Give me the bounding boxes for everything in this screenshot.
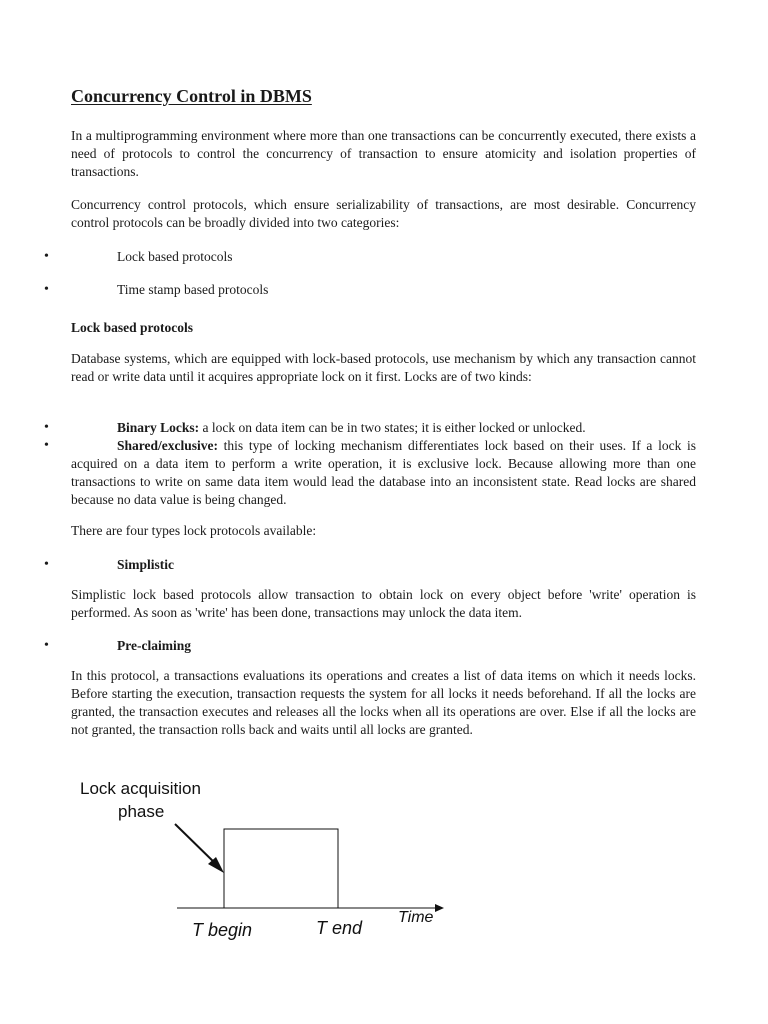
intro-paragraph-2: Concurrency control protocols, which ensure serializability of transactions, are most desirable. Concurrency control protocols can be broadly divided into two categories: bbox=[71, 197, 696, 230]
list-item-label: Lock based protocols bbox=[117, 249, 233, 264]
bullet-icon: • bbox=[44, 438, 49, 453]
t-begin-label: T begin bbox=[192, 920, 253, 940]
binary-locks-label: Binary Locks: bbox=[117, 420, 200, 435]
bullet-icon: • bbox=[44, 638, 49, 653]
shared-exclusive-text: this type of locking mechanism differentiates lock based on their uses. If a lock is acquired on a data item to perform a write operation, it is exclusive lock. Because allowing more than one transactions to write on same data item would lead the database into an inconsistent state. Read locks are shared because no data value is being changed. bbox=[71, 438, 696, 507]
lock-acquisition-diagram bbox=[60, 770, 460, 950]
simplistic-paragraph: Simplistic lock based protocols allow transaction to obtain lock on every object before 'write' operation is performed. As soon as 'write' has been done, transactions may unlock the data item. bbox=[71, 587, 696, 620]
section-heading-lock-based: Lock based protocols bbox=[71, 320, 194, 335]
pre-claiming-label: Pre-claiming bbox=[117, 638, 191, 653]
bullet-icon: • bbox=[44, 249, 49, 264]
bullet-icon: • bbox=[44, 557, 49, 572]
simplistic-label: Simplistic bbox=[117, 557, 175, 572]
list-item-label: Time stamp based protocols bbox=[117, 282, 269, 297]
pre-claiming-paragraph: In this protocol, a transactions evaluations its operations and creates a list of data items on which it needs locks. Before starting the execution, transaction requests the system for all locks it needs beforehand. If all the locks are granted, the transaction executes and releases all the locks when all its operations are over. Else if all the locks are not granted, the transaction rolls back and waits until all locks are granted. bbox=[71, 668, 696, 737]
diagram-label-line-1: Lock acquisition bbox=[80, 779, 201, 798]
time-label: Time bbox=[398, 909, 434, 926]
binary-locks-text: a lock on data item can be in two states; it is either locked or unlocked. bbox=[199, 420, 586, 435]
time-axis-arrow-icon bbox=[435, 904, 444, 912]
lock-phase-box bbox=[224, 829, 338, 908]
diagram-label-line-2: phase bbox=[118, 802, 165, 821]
lock-paragraph-2: There are four types lock protocols available: bbox=[71, 523, 317, 538]
bullet-icon: • bbox=[44, 420, 49, 435]
shared-exclusive-label: Shared/exclusive: bbox=[117, 438, 218, 453]
intro-paragraph-1: In a multiprogramming environment where more than one transactions can be concurrently executed, there exists a need of protocols to control the concurrency of transaction to ensure atomicity and isolation properties of transactions. bbox=[71, 128, 696, 179]
lock-paragraph-1: Database systems, which are equipped with lock-based protocols, use mechanism by which any transaction cannot read or write data until it acquires appropriate lock on it first. Locks are of two kinds: bbox=[71, 351, 696, 384]
t-end-label: T end bbox=[316, 918, 363, 938]
bullet-icon: • bbox=[44, 282, 49, 297]
page-title: Concurrency Control in DBMS bbox=[71, 86, 312, 106]
